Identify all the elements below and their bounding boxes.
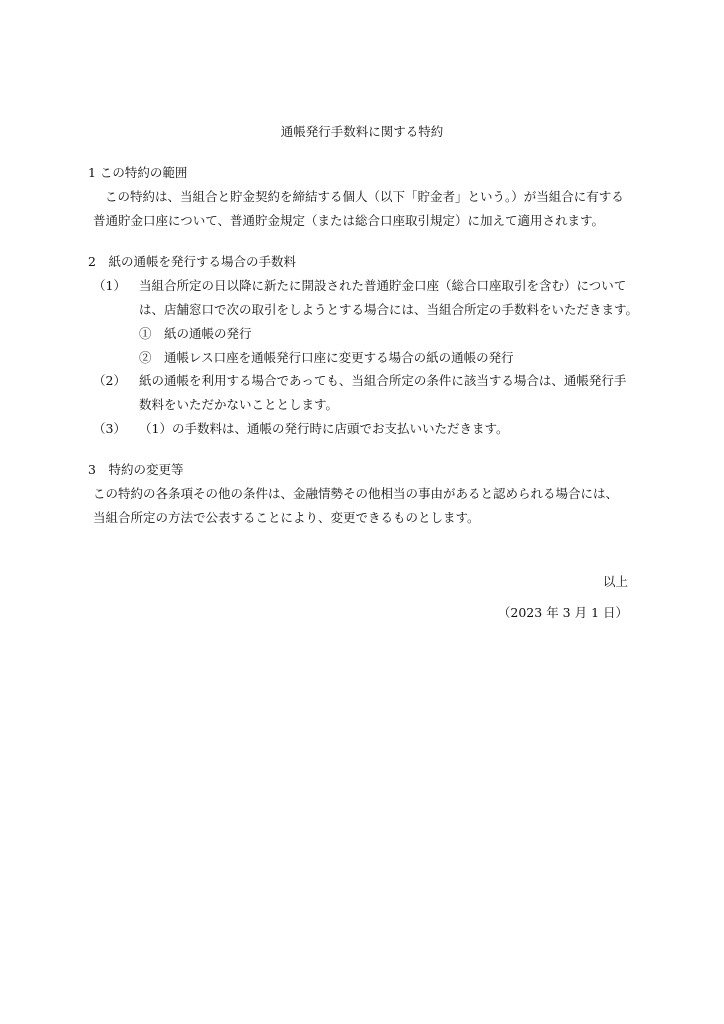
section3-heading: 3 特約の変更等	[88, 462, 184, 477]
section2-item1-number: （1）	[93, 278, 126, 293]
section2-item1-subitem-2: ② 通帳レス口座を通帳発行口座に変更する場合の紙の通帳の発行	[139, 350, 514, 365]
section2-item3-number: （3）	[93, 421, 126, 436]
section2-item2-line-1: 紙の通帳を利用する場合であっても、当組合所定の条件に該当する場合は、通帳発行手	[139, 373, 627, 388]
section2-item3-line-1: （1）の手数料は、通帳の発行時に店頭でお支払いいただきます。	[139, 421, 509, 436]
section3-line-2: 当組合所定の方法で公表することにより、変更できるものとします。	[93, 510, 480, 525]
section2-heading: 2 紙の通帳を発行する場合の手数料	[88, 254, 296, 269]
section2-item1-subitem-1: ① 紙の通帳の発行	[139, 326, 252, 341]
section2-item1-line-2: は、店舗窓口で次の取引をしようとする場合には、当組合所定の手数料をいただきます。	[139, 302, 639, 317]
section2-item1-line-1: 当組合所定の日以降に新たに開設された普通貯金口座（総合口座取引を含む）について	[139, 278, 627, 293]
section1-line-2: 普通貯金口座について、普通貯金規定（または総合口座取引規定）に加えて適用されます。	[93, 213, 605, 228]
section3-line-1: この特約の各条項その他の条件は、金融情勢その他相当の事由があると認められる場合には、	[93, 486, 619, 501]
document-title: 通帳発行手数料に関する特約	[280, 124, 444, 139]
section2-item2-number: （2）	[93, 373, 126, 388]
section2-item2-line-2: 数料をいただかないこととします。	[139, 397, 339, 412]
section1-heading: 1 この特約の範囲	[88, 165, 188, 180]
document-date: （2023 年 3 月 1 日）	[497, 605, 628, 620]
closing-text: 以上	[602, 574, 628, 589]
section1-line-1: この特約は、当組合と貯金契約を締結する個人（以下「貯金者」という。）が当組合に有する	[105, 189, 624, 204]
